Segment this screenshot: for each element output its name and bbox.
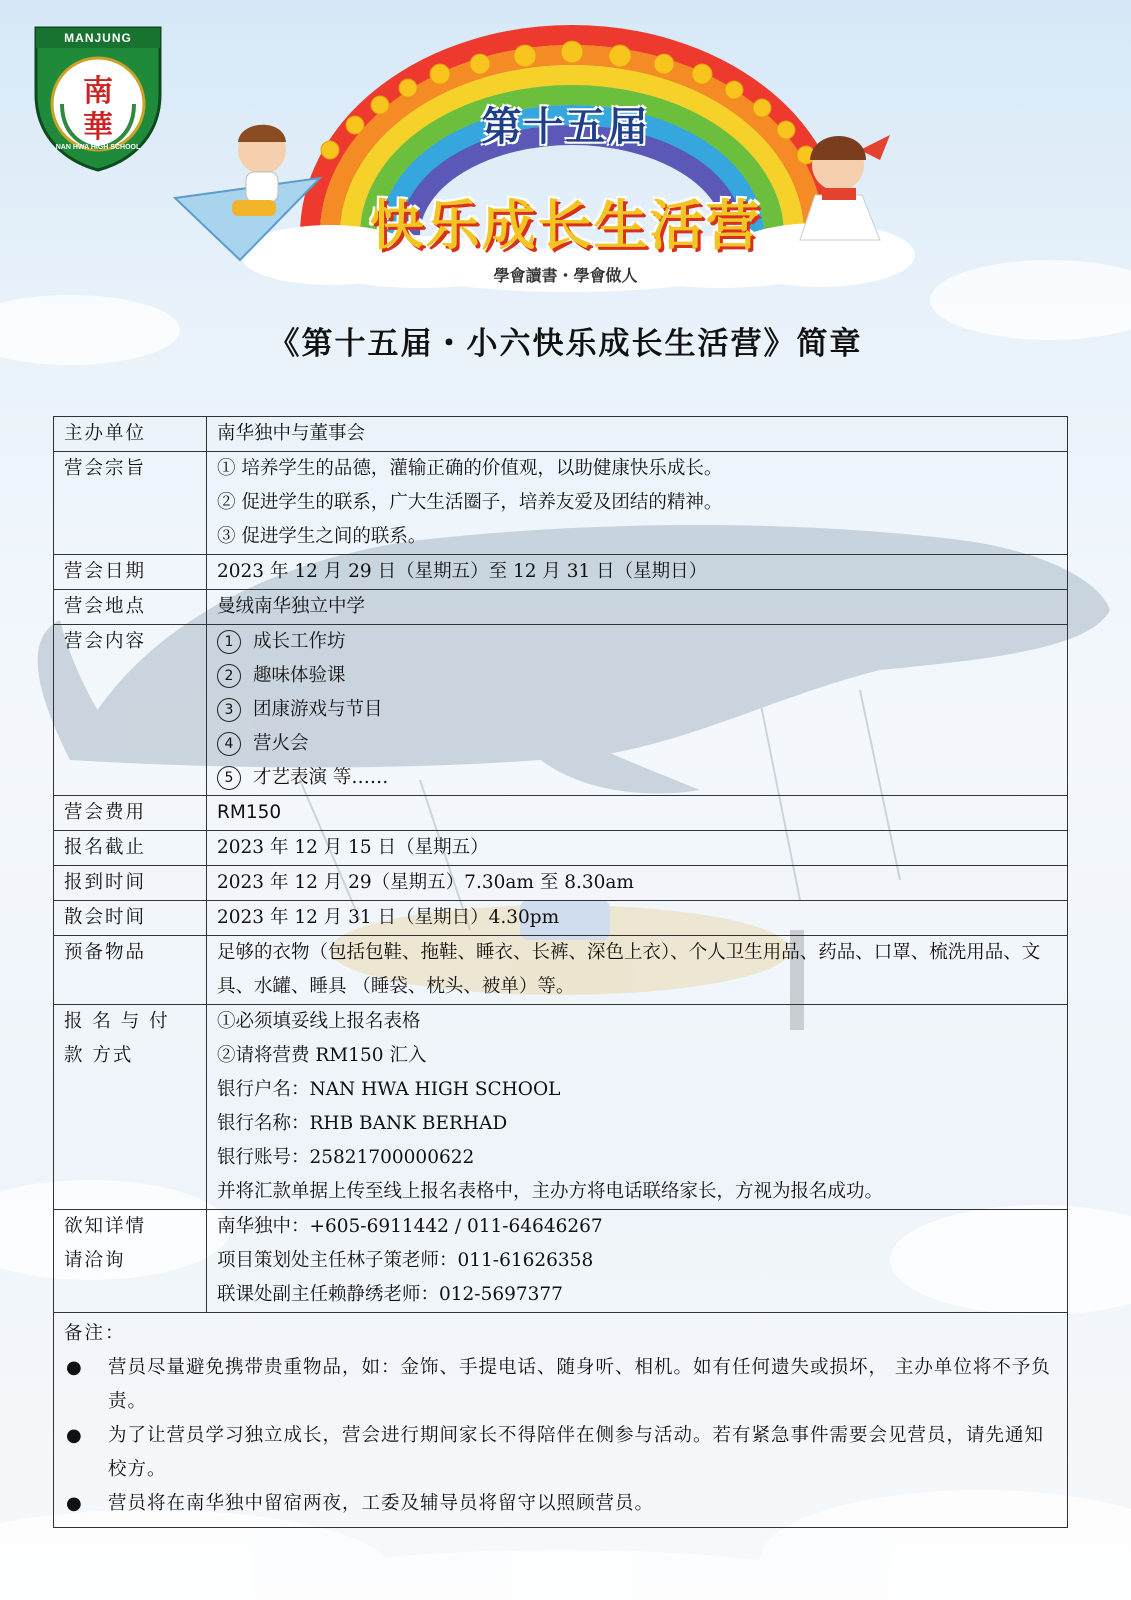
- list-item: [64, 1351, 1057, 1419]
- payment-line: ①必须填妥线上报名表格: [217, 1011, 421, 1032]
- table-row-payment: [54, 1005, 1068, 1210]
- purpose-item-text: 促进学生之间的联系。: [241, 526, 427, 547]
- content-item-text: 趣味体验课: [253, 665, 346, 686]
- organizer-value: 南华独中与董事会: [217, 423, 366, 444]
- list-item: [64, 1419, 1057, 1487]
- purpose-item: [217, 452, 1057, 486]
- row-value: [207, 866, 1068, 901]
- list-item: [64, 1487, 1057, 1521]
- logo-char-2: 華: [83, 110, 113, 145]
- bullet-icon: ●: [66, 1493, 83, 1514]
- contact-line: 南华独中：+605-6911442 / 011-64646267: [217, 1216, 603, 1237]
- table-row-fee: [54, 796, 1068, 831]
- school-logo: [28, 24, 168, 174]
- note-text: 营员尽量避免携带贵重物品，如：金饰、手提电话、随身听、相机。如有任何遗失或损坏， 主办单位将不予负责。: [108, 1357, 1051, 1412]
- row-value: [207, 831, 1068, 866]
- payment-line: ②请将营费 RM150 汇入: [217, 1045, 427, 1066]
- content-item: [217, 693, 1057, 727]
- contact-line: 联课处副主任赖静绣老师：012-5697377: [217, 1284, 563, 1305]
- row-value: [207, 796, 1068, 831]
- circled-number-icon: 2: [217, 664, 241, 688]
- purpose-item-text: 促进学生的联系，广大生活圈子，培养友爱及团结的精神。: [241, 492, 723, 513]
- circled-number-icon: 3: [217, 698, 241, 722]
- content-item: [217, 761, 1057, 795]
- banner-motto: 學會讀書・學會做人: [493, 266, 638, 285]
- row-value: [207, 590, 1068, 625]
- row-label: 营会内容: [54, 625, 207, 796]
- logo-top-text: MANJUNG: [64, 31, 132, 45]
- notes-section: [54, 1313, 1068, 1528]
- table-row-contact: [54, 1210, 1068, 1313]
- notes-list: [64, 1351, 1057, 1521]
- items-to-bring-value: 足够的衣物（包括包鞋、拖鞋、睡衣、长裤、深色上衣）、个人卫生用品、药品、口罩、梳洗用品、文具、水罐、睡具 （睡袋、枕头、被单）等。: [217, 942, 1041, 997]
- header-banner: [0, 0, 1131, 300]
- row-value: [207, 1005, 1068, 1210]
- content-item: [217, 659, 1057, 693]
- row-value: [207, 452, 1068, 555]
- table-row-purpose: [54, 452, 1068, 555]
- circled-number-icon: 4: [217, 732, 241, 756]
- table-row-content: [54, 625, 1068, 796]
- note-text: 为了让营员学习独立成长，营会进行期间家长不得陪伴在侧参与活动。若有紧急事件需要会见营员，请先通知校方。: [108, 1425, 1045, 1480]
- table-row-venue: [54, 590, 1068, 625]
- content-item-text: 团康游戏与节目: [253, 699, 383, 720]
- page-title: 《第十五届・小六快乐成长生活营》简章: [268, 326, 863, 362]
- logo-arc-text: NAN HWA HIGH SCHOOL: [55, 144, 141, 151]
- row-value: [207, 625, 1068, 796]
- row-label: 主办单位: [54, 417, 207, 452]
- row-label: 散会时间: [54, 901, 207, 936]
- content-item-text: 成长工作坊: [253, 631, 346, 652]
- content-item-text: 才艺表演 等……: [253, 767, 389, 788]
- contact-label-line: 欲知详情: [64, 1216, 147, 1237]
- row-value: [207, 936, 1068, 1005]
- row-label: 报名截止: [54, 831, 207, 866]
- row-value: [207, 417, 1068, 452]
- bullet-icon: ●: [66, 1425, 83, 1446]
- purpose-item-number: ②: [217, 492, 236, 513]
- purpose-item: [217, 520, 1057, 554]
- dismissal-value: 2023 年 12 月 31 日（星期日）4.30pm: [217, 907, 560, 928]
- row-label: 营会费用: [54, 796, 207, 831]
- row-label: 报 名 与 付 款 方式: [54, 1005, 207, 1210]
- note-text: 营员将在南华独中留宿两夜，工委及辅导员将留守以照顾营员。: [108, 1493, 655, 1514]
- table-row-date: [54, 555, 1068, 590]
- circled-number-icon: 5: [217, 766, 241, 790]
- row-value: [207, 901, 1068, 936]
- content-item: [217, 727, 1057, 761]
- row-label: 预备物品: [54, 936, 207, 1005]
- row-label: 报到时间: [54, 866, 207, 901]
- contact-label-line: 请洽询: [64, 1250, 126, 1271]
- bank-account-name: 银行户名：NAN HWA HIGH SCHOOL: [217, 1079, 561, 1100]
- row-label: 营会地点: [54, 590, 207, 625]
- banner-subtitle: 快乐成长生活营: [369, 194, 762, 257]
- venue-value: 曼绒南华独立中学: [217, 596, 366, 617]
- bank-name: 银行名称：RHB BANK BERHAD: [217, 1113, 508, 1134]
- deadline-value: 2023 年 12 月 15 日（星期五）: [217, 837, 489, 858]
- date-value: 2023 年 12 月 29 日（星期五）至 12 月 31 日（星期日）: [217, 561, 708, 582]
- table-row-checkin: [54, 866, 1068, 901]
- bank-account-number: 银行账号：25821700000622: [217, 1147, 475, 1168]
- table-row-dismissal: [54, 901, 1068, 936]
- row-value: [207, 1210, 1068, 1313]
- table-row-items-to-bring: [54, 936, 1068, 1005]
- info-table: [53, 416, 1068, 1528]
- purpose-item-number: ①: [217, 458, 236, 479]
- purpose-item: [217, 486, 1057, 520]
- table-row-organizer: [54, 417, 1068, 452]
- row-label: [54, 1210, 207, 1313]
- contact-line: 项目策划处主任林子策老师：011-61626358: [217, 1250, 594, 1271]
- content-item-text: 营火会: [253, 733, 309, 754]
- content-item: [217, 625, 1057, 659]
- checkin-value: 2023 年 12 月 29（星期五）7.30am 至 8.30am: [217, 872, 634, 893]
- purpose-item-number: ③: [217, 526, 236, 547]
- payment-line: 并将汇款单据上传至线上报名表格中，主办方将电话联络家长，方视为报名成功。: [217, 1181, 884, 1202]
- logo-char-1: 南: [83, 74, 113, 109]
- row-value: [207, 555, 1068, 590]
- banner-title: 第十五届: [481, 104, 650, 150]
- fee-value: RM150: [217, 802, 282, 823]
- table-row-notes: [54, 1313, 1068, 1528]
- notes-title: 备注：: [64, 1323, 126, 1344]
- row-label: 营会日期: [54, 555, 207, 590]
- table-row-deadline: [54, 831, 1068, 866]
- bullet-icon: ●: [66, 1357, 83, 1378]
- purpose-item-text: 培养学生的品德，灌输正确的价值观，以助健康快乐成长。: [241, 458, 723, 479]
- circled-number-icon: 1: [217, 630, 241, 654]
- row-label: 营会宗旨: [54, 452, 207, 555]
